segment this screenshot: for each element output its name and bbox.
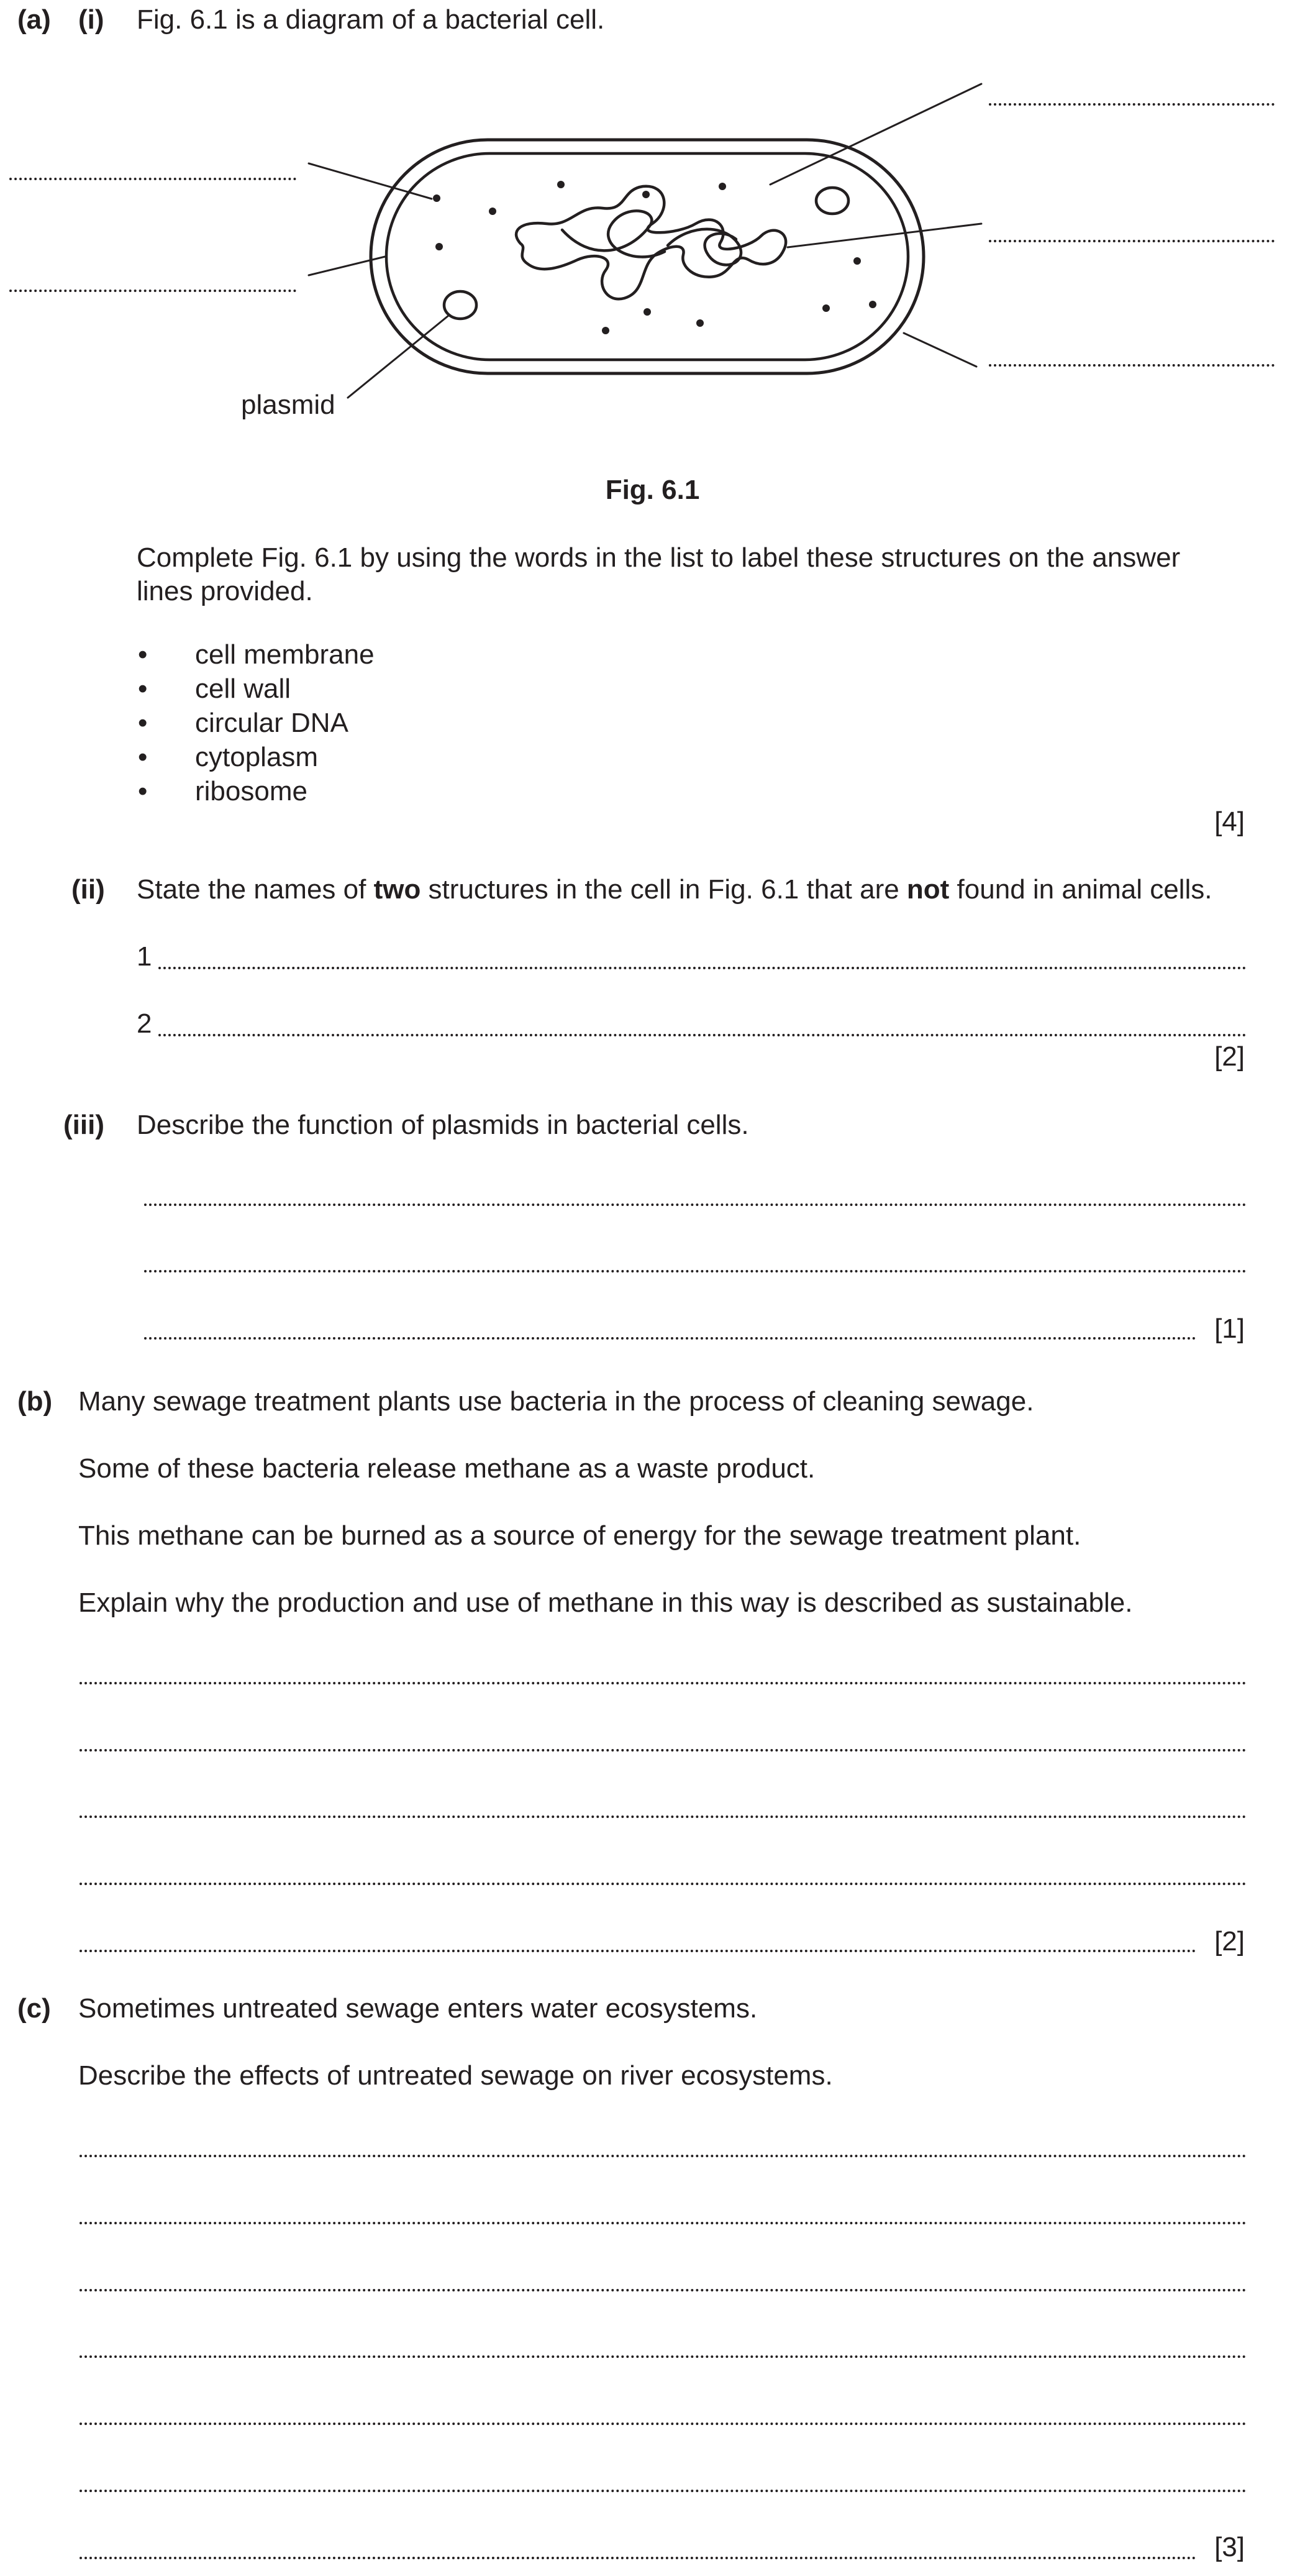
part-b-line-3: This methane can be burned as a source of energy for the sewage treatment plant.: [78, 1520, 1081, 1551]
answer-line[interactable]: [80, 2222, 1247, 2224]
part-a-ii-question: State the names of two structures in the cell in Fig. 6.1 that are not found in animal cells.: [137, 874, 1212, 905]
answer-line[interactable]: [158, 967, 1247, 969]
answer-line[interactable]: [80, 2423, 1247, 2425]
part-a-i-intro: Fig. 6.1 is a diagram of a bacterial cell.: [137, 4, 605, 35]
part-b-line-2: Some of these bacteria release methane as a waste product.: [78, 1453, 816, 1484]
answer-line[interactable]: [80, 2289, 1247, 2291]
instruction-line-1: Complete Fig. 6.1 by using the words in the list to label these structures on the answer: [137, 542, 1181, 573]
answer-line[interactable]: [80, 1816, 1247, 1818]
answer-line[interactable]: [144, 1337, 1196, 1340]
part-a-iii-label: (iii): [63, 1110, 104, 1140]
part-c-line-2: Describe the effects of untreated sewage on river ecosystems.: [78, 2060, 833, 2091]
part-c-line-1: Sometimes untreated sewage enters water ecosystems.: [78, 1993, 758, 2024]
answer-line[interactable]: [80, 2490, 1247, 2492]
answer-line[interactable]: [144, 1204, 1247, 1206]
word-list-item: cell wall: [195, 674, 291, 704]
answer-line[interactable]: [80, 1682, 1247, 1684]
figure-caption: Fig. 6.1: [605, 475, 700, 505]
part-b-label: (b): [17, 1386, 53, 1417]
word-list-item: circular DNA: [195, 708, 348, 738]
part-a-ii-label: (ii): [71, 874, 105, 905]
answer-line[interactable]: [144, 1270, 1247, 1272]
label-answer-line-mid-right[interactable]: [989, 240, 1275, 242]
word-list-item: cell membrane: [195, 639, 375, 670]
answer-line[interactable]: [80, 2557, 1196, 2559]
marks-b: [2]: [1214, 1926, 1245, 1957]
word-list-item: cytoplasm: [195, 742, 319, 772]
plasmid-label: plasmid: [241, 390, 335, 420]
part-a-iii-question: Describe the function of plasmids in bacterial cells.: [137, 1110, 749, 1140]
answer-line[interactable]: [80, 1950, 1196, 1952]
part-b-line-1: Many sewage treatment plants use bacteria in the process of cleaning sewage.: [78, 1386, 1034, 1417]
marks-a-ii: [2]: [1214, 1041, 1245, 1072]
bullet-icon: •: [138, 674, 148, 704]
answer-line[interactable]: [158, 1034, 1247, 1036]
instruction-line-2: lines provided.: [137, 576, 313, 606]
word-list-item: ribosome: [195, 776, 307, 806]
answer-line[interactable]: [80, 2155, 1247, 2157]
plasmid-shape: [816, 188, 848, 214]
answer-line[interactable]: [80, 1749, 1247, 1752]
part-a-i-label: (i): [78, 4, 104, 35]
answer-number: 2: [137, 1008, 152, 1039]
marks-c: [3]: [1214, 2532, 1245, 2562]
bullet-icon: •: [138, 639, 148, 670]
part-a-label: (a): [17, 4, 51, 35]
part-b-line-4: Explain why the production and use of methane in this way is described as sustainable.: [78, 1587, 1133, 1618]
label-answer-line-left-lower[interactable]: [9, 290, 296, 292]
plasmid-shape: [444, 291, 476, 319]
answer-line[interactable]: [80, 2355, 1247, 2358]
marks-a-iii: [1]: [1214, 1313, 1245, 1344]
bullet-icon: •: [138, 708, 148, 738]
bacterial-cell-diagram: [0, 62, 1305, 435]
marks-a-i: [4]: [1214, 806, 1245, 837]
label-answer-line-bottom-right[interactable]: [989, 364, 1275, 367]
label-answer-line-top-right[interactable]: [989, 103, 1275, 106]
answer-number: 1: [137, 941, 152, 972]
answer-line[interactable]: [80, 1883, 1247, 1885]
circular-dna: [516, 186, 786, 299]
bullet-icon: •: [138, 742, 148, 772]
label-answer-line-left-upper[interactable]: [9, 178, 296, 180]
part-c-label: (c): [17, 1993, 51, 2024]
bullet-icon: •: [138, 776, 148, 806]
